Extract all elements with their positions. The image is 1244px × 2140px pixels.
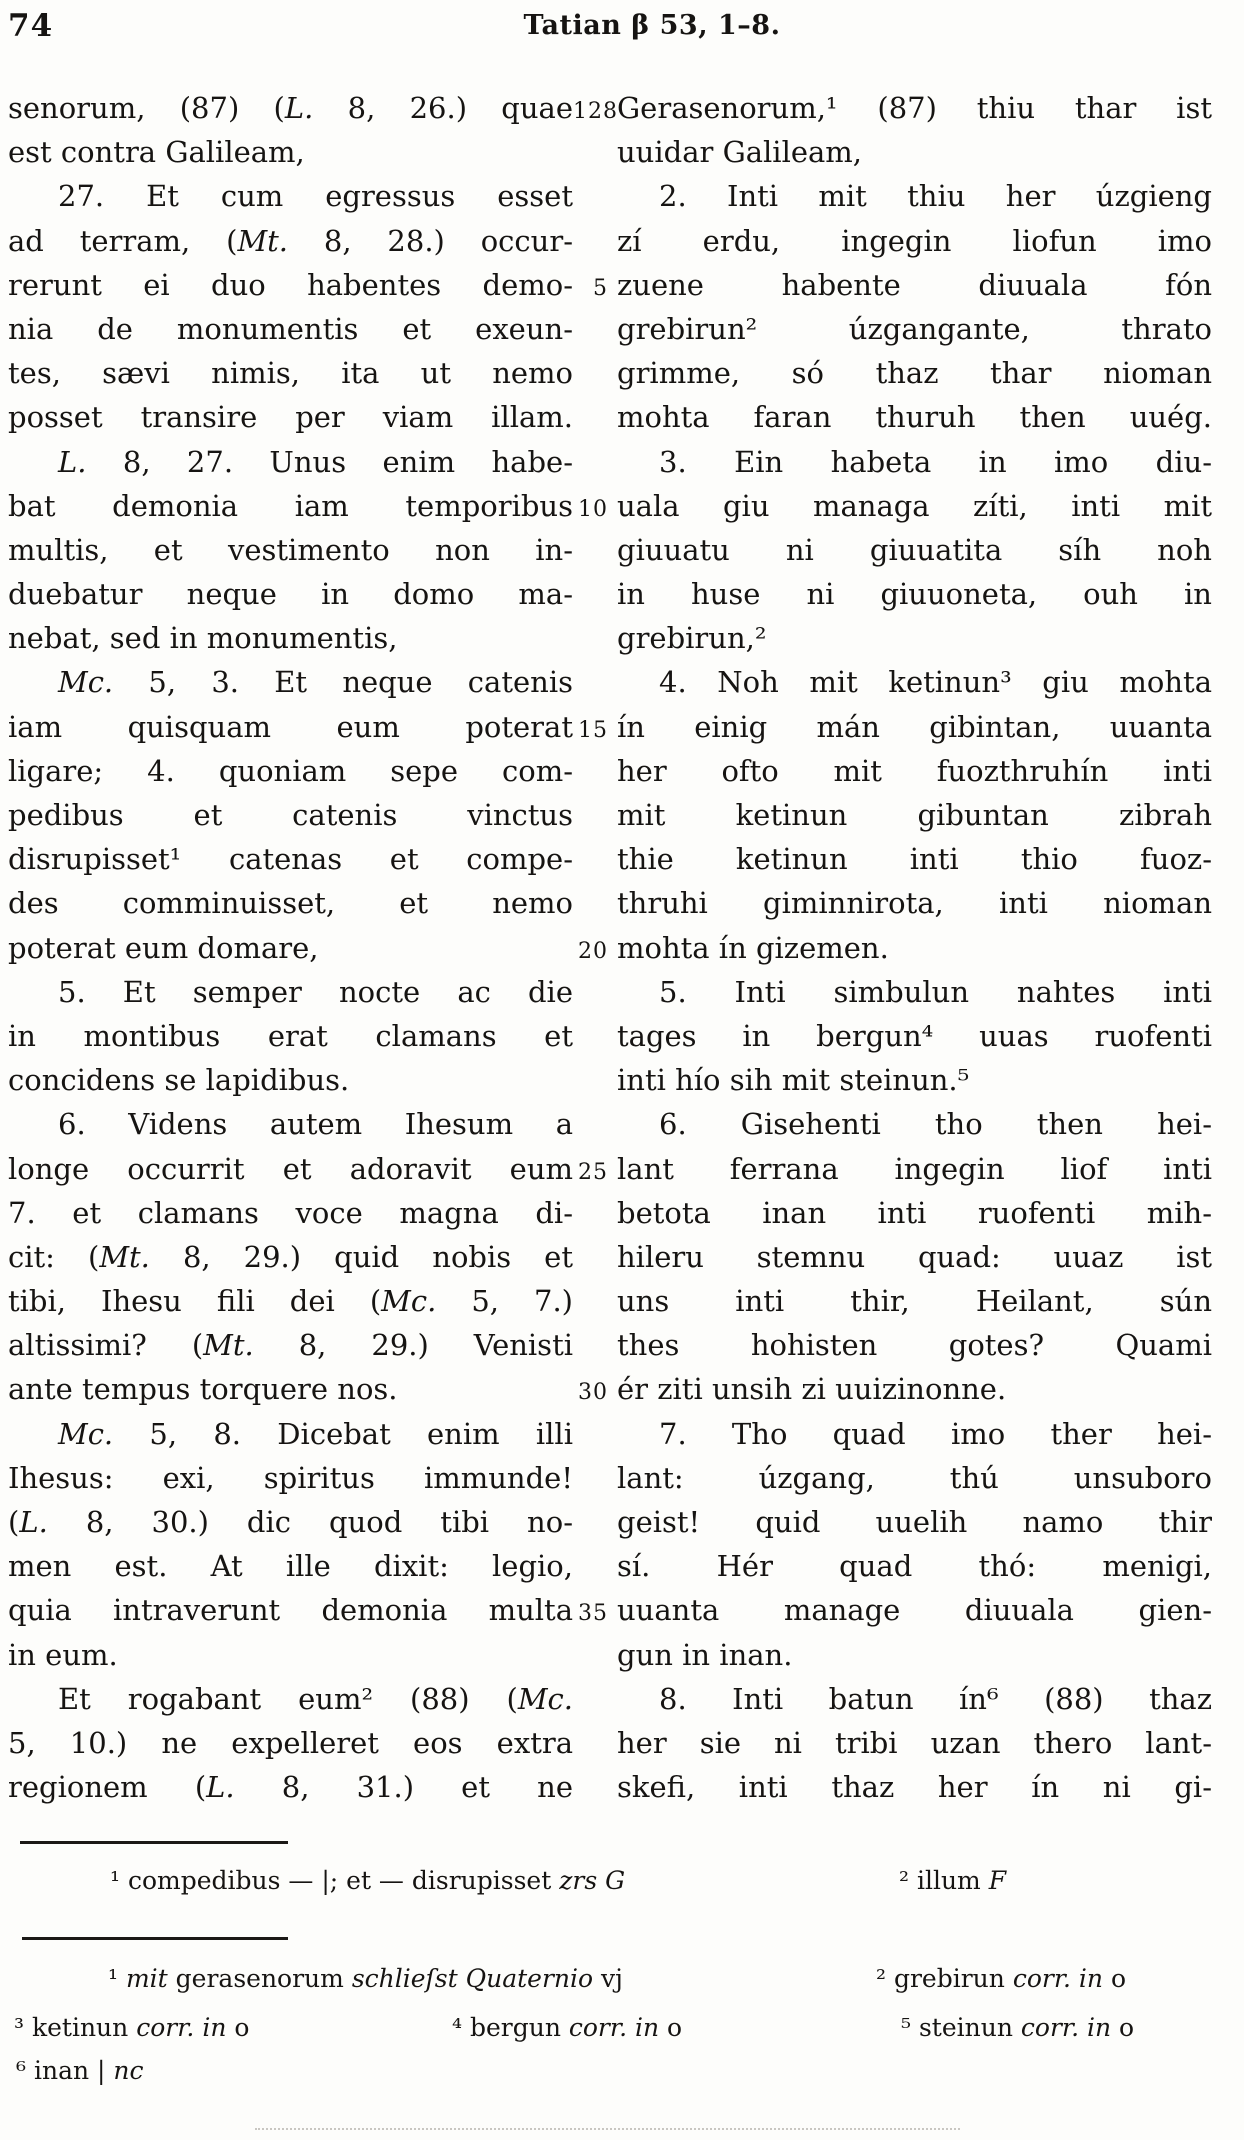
text-row [8,1014,1212,1058]
line-number: 15 [578,717,608,743]
line-number: 128 [573,99,618,124]
text-row [8,793,1212,837]
old-high-german-text-line: thes hohisten gotes? Quami [617,1328,1212,1363]
old-high-german-text-line: geist! quid uuelih namo thir [617,1505,1212,1539]
latin-text-line: quia intraverunt demonia multa [8,1593,573,1628]
old-high-german-text-line: mohta faran thuruh then uuég. [617,400,1212,435]
old-high-german-text-line: ín einig mán gibintan, uuanta [617,709,1212,744]
old-high-german-text-line: thie ketinun inti thio fuoz- [617,842,1212,877]
old-high-german-text-line: Gerasenorum,¹ (87) thiu thar ist [617,91,1212,125]
old-high-german-text-line: mit ketinun gibuntan zibrah [617,798,1212,832]
text-row [8,1102,1212,1146]
text-row [8,484,1212,528]
old-high-german-text-line: gun in inan. [617,1637,793,1672]
text-row [8,1544,1212,1588]
old-high-german-text-line: lant: úzgang, thú unsuboro [617,1460,1212,1495]
latin-text-line: concidens se lapidibus. [8,1063,350,1098]
text-row [8,1633,1212,1677]
old-high-german-text-line: ér ziti unsih zi uuizinonne. [617,1372,1007,1407]
old-high-german-text-line: her sie ni tribi uzan thero lant- [617,1725,1212,1760]
text-row [8,1323,1212,1367]
old-high-german-text-line: 6. Gisehenti tho then hei- [659,1107,1212,1142]
latin-text-line: 6. Videns autem Ihesum a [58,1107,573,1142]
latin-text-line: senorum, (87) (L. 8, 26.) quae [8,91,573,125]
latin-text-line: 5, 10.) ne expelleret eos extra [8,1725,573,1760]
text-row [8,1235,1212,1279]
latin-text-line: des comminuisset, et nemo [8,886,573,921]
latin-text-line: iam quisquam eum poterat [8,709,573,744]
text-row [8,1588,1212,1632]
old-high-german-text-line: uala giu managa zíti, inti mit [617,488,1212,523]
text-row [8,1765,1212,1809]
old-high-german-text-line: 8. Inti batun ín⁶ (88) thaz [659,1681,1212,1716]
text-row [8,881,1212,925]
old-high-german-text-line: uns inti thir, Heilant, sún [617,1284,1212,1319]
latin-text-line: ad terram, (Mt. 8, 28.) occur- [8,223,573,258]
footnote-item: ⁶ inan | nc [16,2056,144,2085]
text-row [8,1721,1212,1765]
text-row [8,307,1212,351]
latin-text-line: tes, sævi nimis, ita ut nemo [8,356,573,391]
apparatus-line [0,2054,1244,2092]
text-row [8,616,1212,660]
footnote-separator-rule-lower [22,1937,288,1940]
footnote-item: ² grebirun corr. in o [876,1964,1127,1993]
old-high-german-text-line: giuuatu ni giuuatita síh noh [617,532,1212,567]
latin-text-line: rerunt ei duo habentes demo- [8,267,573,302]
text-row [8,1191,1212,1235]
apparatus-line [0,2011,1244,2049]
text-row [8,351,1212,395]
text-row [8,1456,1212,1500]
latin-text-line: nebat, sed in monumentis, [8,621,398,656]
latin-text-line: Mc. 5, 3. Et neque catenis [58,665,573,700]
text-row [8,572,1212,616]
old-high-german-text-line: 5. Inti simbulun nahtes inti [659,974,1212,1009]
latin-text-line: est contra Galileam, [8,135,305,170]
text-row [8,1058,1212,1102]
text-row [8,174,1212,218]
text-row [8,395,1212,439]
footnote-item: ³ ketinun corr. in o [14,2013,250,2042]
latin-text-line: Ihesus: exi, spiritus immunde! [8,1460,573,1495]
latin-text-line: duebatur neque in domo ma- [8,577,573,612]
apparatus-line [0,1864,1244,1902]
text-row [8,1147,1212,1191]
footnote-item: ¹ compedibus — |; et — disrupisset zrs G [110,1866,626,1895]
text-row [8,970,1212,1014]
old-high-german-text-line: her ofto mit fuozthruhín inti [617,753,1212,788]
latin-text-line: ante tempus torquere nos. [8,1372,398,1407]
latin-text-line: cit: (Mt. 8, 29.) quid nobis et [8,1239,573,1274]
latin-text-line: longe occurrit et adoravit eum [8,1151,573,1186]
latin-text-line: in montibus erat clamans et [8,1018,573,1053]
footnote-item: ¹ mit gerasenorum schlieſst Quaternio vj [108,1964,623,1993]
old-high-german-text-line: tages in bergun⁴ uuas ruofenti [617,1018,1212,1053]
old-high-german-text-line: 3. Ein habeta in imo diu- [659,444,1212,479]
old-high-german-text-line: betota inan inti ruofenti mih- [617,1195,1212,1230]
latin-text-line: 5. Et semper nocte ac die [58,974,573,1009]
old-high-german-text-line: sí. Hér quad thó: menigi, [617,1549,1212,1584]
header-title: Tatian β 53, 1–8. [523,10,781,41]
latin-text-line: multis, et vestimento non in- [8,532,573,567]
apparatus-line [0,1962,1244,2000]
latin-text-line: disrupisset¹ catenas et compe- [8,842,573,877]
parallel-text-body [8,86,1212,1809]
old-high-german-text-line: mohta ín gizemen. [617,930,889,965]
line-number: 25 [578,1159,608,1185]
text-row [8,440,1212,484]
latin-text-line: nia de monumentis et exeun- [8,311,573,346]
text-row [8,1279,1212,1323]
old-high-german-text-line: zuene habente diuuala fón [617,267,1212,302]
old-high-german-text-line: grimme, só thaz thar nioman [617,356,1212,391]
text-row [8,1677,1212,1721]
old-high-german-text-line: in huse ni giuuoneta, ouh in [617,577,1212,612]
old-high-german-text-line: thruhi giminnirota, inti nioman [617,886,1212,921]
line-number: 20 [578,938,608,964]
old-high-german-text-line: zí erdu, ingegin liofun imo [617,223,1212,258]
text-row [8,660,1212,704]
latin-text-line: posset transire per viam illam. [8,400,573,435]
latin-text-line: 7. et clamans voce magna di- [8,1195,573,1230]
footnote-item: ⁵ steinun corr. in o [901,2013,1135,2042]
old-high-german-text-line: hileru stemnu quad: uuaz ist [617,1239,1212,1274]
text-row [8,705,1212,749]
text-row [8,1367,1212,1411]
latin-text-line: poterat eum domare, [8,930,319,965]
text-row [8,263,1212,307]
latin-text-line: Mc. 5, 8. Dicebat enim illi [58,1416,573,1451]
latin-text-line: regionem (L. 8, 31.) et ne [8,1770,573,1805]
footnote-item: ² illum F [899,1866,1007,1895]
latin-text-line: L. 8, 27. Unus enim habe- [58,444,573,479]
latin-text-line: men est. At ille dixit: legio, [8,1549,573,1584]
latin-text-line: altissimi? (Mt. 8, 29.) Venisti [8,1328,573,1363]
text-row [8,130,1212,174]
old-high-german-text-line: grebirun,² [617,621,767,656]
text-row [8,837,1212,881]
footnote-item: ⁴ bergun corr. in o [452,2013,683,2042]
text-row [8,926,1212,970]
text-row [8,86,1212,130]
text-row [8,749,1212,793]
scan-artifact-dots [255,2128,960,2130]
old-high-german-text-line: 4. Noh mit ketinun³ giu mohta [659,665,1212,700]
old-high-german-text-line: skefi, inti thaz her ín ni gi- [617,1770,1212,1805]
old-high-german-text-line: lant ferrana ingegin liof inti [617,1151,1212,1186]
latin-text-line: bat demonia iam temporibus [8,488,573,523]
text-row [8,528,1212,572]
text-row [8,1412,1212,1456]
line-number: 10 [578,496,608,522]
text-row [8,1500,1212,1544]
old-high-german-text-line: 7. Tho quad imo ther hei- [659,1416,1212,1451]
line-number: 5 [593,275,608,301]
old-high-german-text-line: uuanta manage diuuala gien- [617,1593,1212,1628]
latin-text-line: Et rogabant eum² (88) (Mc. [58,1681,573,1716]
old-high-german-text-line: inti hío sih mit steinun.⁵ [617,1063,970,1098]
page-number: 74 [8,8,54,44]
latin-text-line: ligare; 4. quoniam sepe com- [8,753,573,788]
latin-text-line: pedibus et catenis vinctus [8,798,573,832]
old-high-german-text-line: uuidar Galileam, [617,135,863,170]
latin-text-line: (L. 8, 30.) dic quod tibi no- [8,1505,573,1539]
line-number: 30 [578,1380,608,1406]
latin-text-line: tibi, Ihesu fili dei (Mc. 5, 7.) [8,1284,573,1319]
old-high-german-text-line: grebirun² úzgangante, thrato [617,311,1212,346]
old-high-german-text-line: 2. Inti mit thiu her úzgieng [659,179,1212,214]
page-header [0,8,1244,54]
latin-text-line: 27. Et cum egressus esset [58,179,573,214]
latin-text-line: in eum. [8,1637,118,1672]
text-row [8,219,1212,263]
line-number: 35 [578,1601,608,1627]
footnote-separator-rule-upper [20,1841,288,1844]
